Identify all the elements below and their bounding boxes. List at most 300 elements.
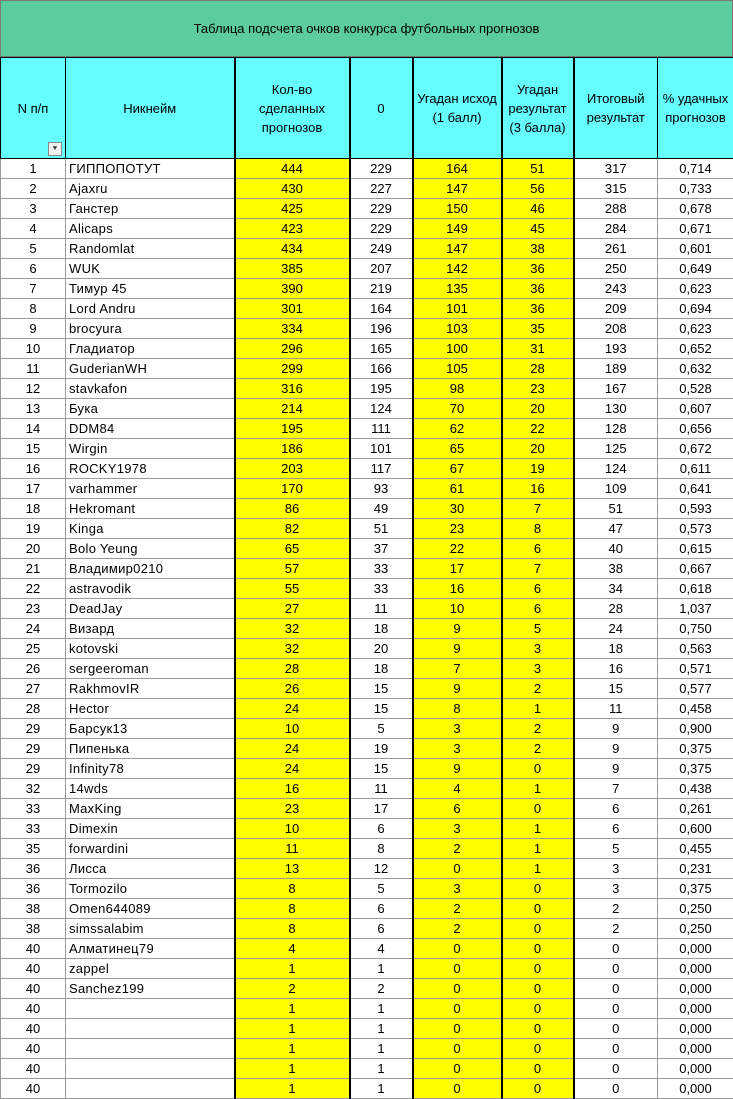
cell-result[interactable]: 1 (502, 819, 574, 839)
cell-num[interactable]: 23 (1, 599, 66, 619)
cell-total[interactable]: 16 (574, 659, 658, 679)
cell-pct[interactable]: 0,733 (658, 179, 733, 199)
cell-num[interactable]: 2 (1, 179, 66, 199)
cell-zero[interactable]: 1 (350, 999, 413, 1019)
cell-pct[interactable]: 1,037 (658, 599, 733, 619)
cell-pct[interactable]: 0,000 (658, 939, 733, 959)
cell-zero[interactable]: 12 (350, 859, 413, 879)
cell-pct[interactable]: 0,250 (658, 919, 733, 939)
cell-result[interactable]: 6 (502, 539, 574, 559)
cell-made[interactable]: 316 (235, 379, 350, 399)
cell-nickname[interactable]: brocyura (66, 319, 235, 339)
cell-zero[interactable]: 15 (350, 699, 413, 719)
cell-total[interactable]: 34 (574, 579, 658, 599)
cell-zero[interactable]: 93 (350, 479, 413, 499)
cell-num[interactable]: 40 (1, 979, 66, 999)
cell-total[interactable]: 0 (574, 1079, 658, 1099)
cell-total[interactable]: 47 (574, 519, 658, 539)
cell-zero[interactable]: 227 (350, 179, 413, 199)
cell-outcome[interactable]: 23 (413, 519, 502, 539)
cell-outcome[interactable]: 4 (413, 779, 502, 799)
cell-nickname[interactable]: astravodik (66, 579, 235, 599)
cell-zero[interactable]: 166 (350, 359, 413, 379)
cell-pct[interactable]: 0,678 (658, 199, 733, 219)
cell-total[interactable]: 0 (574, 959, 658, 979)
cell-made[interactable]: 32 (235, 639, 350, 659)
cell-nickname[interactable]: MaxKing (66, 799, 235, 819)
cell-zero[interactable]: 18 (350, 659, 413, 679)
cell-result[interactable]: 2 (502, 679, 574, 699)
cell-total[interactable]: 3 (574, 859, 658, 879)
cell-nickname[interactable]: Визард (66, 619, 235, 639)
cell-pct[interactable]: 0,000 (658, 1059, 733, 1079)
cell-outcome[interactable]: 100 (413, 339, 502, 359)
cell-outcome[interactable]: 10 (413, 599, 502, 619)
cell-result[interactable]: 5 (502, 619, 574, 639)
cell-made[interactable]: 32 (235, 619, 350, 639)
cell-pct[interactable]: 0,000 (658, 1039, 733, 1059)
cell-outcome[interactable]: 3 (413, 739, 502, 759)
cell-num[interactable]: 8 (1, 299, 66, 319)
cell-zero[interactable]: 2 (350, 979, 413, 999)
cell-made[interactable]: 423 (235, 219, 350, 239)
cell-zero[interactable]: 196 (350, 319, 413, 339)
cell-made[interactable]: 390 (235, 279, 350, 299)
cell-outcome[interactable]: 0 (413, 939, 502, 959)
cell-total[interactable]: 243 (574, 279, 658, 299)
cell-nickname[interactable]: Лисса (66, 859, 235, 879)
cell-made[interactable]: 1 (235, 999, 350, 1019)
cell-result[interactable]: 31 (502, 339, 574, 359)
cell-pct[interactable]: 0,577 (658, 679, 733, 699)
cell-nickname[interactable]: Бука (66, 399, 235, 419)
cell-pct[interactable]: 0,563 (658, 639, 733, 659)
col-header-outcome[interactable]: Угадан исход (1 балл) (413, 58, 502, 159)
cell-zero[interactable]: 165 (350, 339, 413, 359)
cell-made[interactable]: 425 (235, 199, 350, 219)
cell-outcome[interactable]: 9 (413, 759, 502, 779)
cell-num[interactable]: 36 (1, 859, 66, 879)
cell-outcome[interactable]: 67 (413, 459, 502, 479)
cell-zero[interactable]: 6 (350, 919, 413, 939)
cell-pct[interactable]: 0,615 (658, 539, 733, 559)
cell-num[interactable]: 24 (1, 619, 66, 639)
cell-made[interactable]: 1 (235, 1059, 350, 1079)
cell-result[interactable]: 56 (502, 179, 574, 199)
cell-total[interactable]: 125 (574, 439, 658, 459)
cell-result[interactable]: 0 (502, 899, 574, 919)
cell-outcome[interactable]: 7 (413, 659, 502, 679)
sort-filter-icon[interactable]: ⯆ (48, 142, 62, 156)
cell-zero[interactable]: 207 (350, 259, 413, 279)
cell-total[interactable]: 24 (574, 619, 658, 639)
cell-zero[interactable]: 11 (350, 779, 413, 799)
cell-nickname[interactable] (66, 999, 235, 1019)
cell-pct[interactable]: 0,623 (658, 279, 733, 299)
cell-made[interactable]: 24 (235, 739, 350, 759)
cell-outcome[interactable]: 70 (413, 399, 502, 419)
cell-outcome[interactable]: 142 (413, 259, 502, 279)
col-header-num[interactable] (1, 58, 66, 159)
cell-pct[interactable]: 0,750 (658, 619, 733, 639)
cell-zero[interactable]: 1 (350, 959, 413, 979)
cell-result[interactable]: 7 (502, 559, 574, 579)
cell-made[interactable]: 170 (235, 479, 350, 499)
cell-pct[interactable]: 0,000 (658, 999, 733, 1019)
cell-nickname[interactable]: zappel (66, 959, 235, 979)
cell-made[interactable]: 1 (235, 959, 350, 979)
cell-outcome[interactable]: 6 (413, 799, 502, 819)
cell-nickname[interactable]: Барсук13 (66, 719, 235, 739)
cell-made[interactable]: 16 (235, 779, 350, 799)
cell-num[interactable]: 40 (1, 939, 66, 959)
cell-outcome[interactable]: 164 (413, 159, 502, 179)
cell-total[interactable]: 40 (574, 539, 658, 559)
cell-outcome[interactable]: 16 (413, 579, 502, 599)
cell-num[interactable]: 11 (1, 359, 66, 379)
cell-pct[interactable]: 0,375 (658, 739, 733, 759)
cell-zero[interactable]: 5 (350, 719, 413, 739)
cell-total[interactable]: 284 (574, 219, 658, 239)
cell-nickname[interactable]: Alicaps (66, 219, 235, 239)
cell-nickname[interactable]: Алматинец79 (66, 939, 235, 959)
cell-result[interactable]: 1 (502, 779, 574, 799)
cell-result[interactable]: 1 (502, 839, 574, 859)
cell-num[interactable]: 26 (1, 659, 66, 679)
cell-zero[interactable]: 249 (350, 239, 413, 259)
cell-pct[interactable]: 0,593 (658, 499, 733, 519)
cell-outcome[interactable]: 9 (413, 679, 502, 699)
cell-pct[interactable]: 0,671 (658, 219, 733, 239)
cell-outcome[interactable]: 22 (413, 539, 502, 559)
cell-total[interactable]: 0 (574, 999, 658, 1019)
cell-result[interactable]: 1 (502, 699, 574, 719)
cell-outcome[interactable]: 30 (413, 499, 502, 519)
cell-nickname[interactable]: Ганстер (66, 199, 235, 219)
cell-outcome[interactable]: 65 (413, 439, 502, 459)
cell-total[interactable]: 38 (574, 559, 658, 579)
cell-zero[interactable]: 1 (350, 1039, 413, 1059)
cell-pct[interactable]: 0,573 (658, 519, 733, 539)
cell-total[interactable]: 0 (574, 1039, 658, 1059)
cell-outcome[interactable]: 0 (413, 979, 502, 999)
cell-nickname[interactable]: stavkafon (66, 379, 235, 399)
cell-made[interactable]: 26 (235, 679, 350, 699)
cell-nickname[interactable]: Пипенька (66, 739, 235, 759)
cell-nickname[interactable]: RakhmovIR (66, 679, 235, 699)
cell-total[interactable]: 0 (574, 1059, 658, 1079)
cell-total[interactable]: 6 (574, 799, 658, 819)
cell-outcome[interactable]: 0 (413, 1079, 502, 1099)
cell-num[interactable]: 28 (1, 699, 66, 719)
cell-zero[interactable]: 33 (350, 559, 413, 579)
cell-result[interactable]: 36 (502, 299, 574, 319)
cell-made[interactable]: 4 (235, 939, 350, 959)
cell-num[interactable]: 33 (1, 819, 66, 839)
cell-num[interactable]: 6 (1, 259, 66, 279)
cell-pct[interactable]: 0,000 (658, 1079, 733, 1099)
cell-nickname[interactable]: sergeeroman (66, 659, 235, 679)
cell-made[interactable]: 57 (235, 559, 350, 579)
cell-nickname[interactable]: Гладиатор (66, 339, 235, 359)
cell-result[interactable]: 0 (502, 1079, 574, 1099)
cell-num[interactable]: 13 (1, 399, 66, 419)
cell-result[interactable]: 0 (502, 1059, 574, 1079)
cell-made[interactable]: 24 (235, 759, 350, 779)
cell-nickname[interactable] (66, 1059, 235, 1079)
cell-pct[interactable]: 0,000 (658, 1019, 733, 1039)
cell-num[interactable]: 7 (1, 279, 66, 299)
cell-zero[interactable]: 5 (350, 879, 413, 899)
cell-zero[interactable]: 51 (350, 519, 413, 539)
cell-num[interactable]: 12 (1, 379, 66, 399)
cell-pct[interactable]: 0,250 (658, 899, 733, 919)
cell-outcome[interactable]: 3 (413, 719, 502, 739)
cell-num[interactable]: 40 (1, 1079, 66, 1099)
cell-total[interactable]: 6 (574, 819, 658, 839)
cell-result[interactable]: 8 (502, 519, 574, 539)
cell-total[interactable]: 28 (574, 599, 658, 619)
cell-made[interactable]: 86 (235, 499, 350, 519)
cell-num[interactable]: 4 (1, 219, 66, 239)
cell-result[interactable]: 19 (502, 459, 574, 479)
cell-nickname[interactable]: Lord Andru (66, 299, 235, 319)
cell-num[interactable]: 14 (1, 419, 66, 439)
cell-result[interactable]: 23 (502, 379, 574, 399)
cell-nickname[interactable]: Sanchez199 (66, 979, 235, 999)
col-header-result[interactable]: Угадан результат (3 балла) (502, 58, 574, 159)
cell-pct[interactable]: 0,900 (658, 719, 733, 739)
cell-pct[interactable]: 0,632 (658, 359, 733, 379)
cell-nickname[interactable]: ГИППОПОТУТ (66, 159, 235, 179)
cell-zero[interactable]: 101 (350, 439, 413, 459)
cell-outcome[interactable]: 9 (413, 639, 502, 659)
cell-zero[interactable]: 164 (350, 299, 413, 319)
cell-zero[interactable]: 6 (350, 819, 413, 839)
cell-num[interactable]: 38 (1, 899, 66, 919)
cell-made[interactable]: 82 (235, 519, 350, 539)
cell-pct[interactable]: 0,571 (658, 659, 733, 679)
cell-nickname[interactable]: DeadJay (66, 599, 235, 619)
cell-outcome[interactable]: 147 (413, 179, 502, 199)
cell-pct[interactable]: 0,656 (658, 419, 733, 439)
cell-total[interactable]: 15 (574, 679, 658, 699)
cell-made[interactable]: 65 (235, 539, 350, 559)
cell-outcome[interactable]: 0 (413, 1059, 502, 1079)
cell-result[interactable]: 36 (502, 259, 574, 279)
cell-nickname[interactable]: GuderianWH (66, 359, 235, 379)
cell-pct[interactable]: 0,623 (658, 319, 733, 339)
cell-num[interactable]: 27 (1, 679, 66, 699)
cell-num[interactable]: 33 (1, 799, 66, 819)
cell-nickname[interactable] (66, 1019, 235, 1039)
cell-pct[interactable]: 0,694 (658, 299, 733, 319)
col-header-made[interactable]: Кол-во сделанных прогнозов (235, 58, 350, 159)
cell-pct[interactable]: 0,667 (658, 559, 733, 579)
cell-num[interactable]: 29 (1, 739, 66, 759)
cell-result[interactable]: 0 (502, 999, 574, 1019)
cell-nickname[interactable]: WUK (66, 259, 235, 279)
cell-outcome[interactable]: 147 (413, 239, 502, 259)
cell-nickname[interactable]: Bolo Yeung (66, 539, 235, 559)
cell-made[interactable]: 8 (235, 879, 350, 899)
cell-num[interactable]: 18 (1, 499, 66, 519)
cell-zero[interactable]: 15 (350, 679, 413, 699)
cell-nickname[interactable]: Wirgin (66, 439, 235, 459)
cell-nickname[interactable] (66, 1039, 235, 1059)
cell-zero[interactable]: 11 (350, 599, 413, 619)
cell-pct[interactable]: 0,231 (658, 859, 733, 879)
cell-total[interactable]: 288 (574, 199, 658, 219)
cell-total[interactable]: 193 (574, 339, 658, 359)
cell-outcome[interactable]: 2 (413, 919, 502, 939)
cell-total[interactable]: 128 (574, 419, 658, 439)
cell-nickname[interactable]: Dimexin (66, 819, 235, 839)
cell-outcome[interactable]: 150 (413, 199, 502, 219)
cell-outcome[interactable]: 0 (413, 859, 502, 879)
cell-zero[interactable]: 229 (350, 159, 413, 179)
cell-result[interactable]: 16 (502, 479, 574, 499)
cell-made[interactable]: 430 (235, 179, 350, 199)
cell-zero[interactable]: 20 (350, 639, 413, 659)
cell-nickname[interactable]: Infinity78 (66, 759, 235, 779)
cell-result[interactable]: 1 (502, 859, 574, 879)
cell-num[interactable]: 9 (1, 319, 66, 339)
cell-outcome[interactable]: 3 (413, 879, 502, 899)
cell-zero[interactable]: 6 (350, 899, 413, 919)
cell-made[interactable]: 334 (235, 319, 350, 339)
cell-num[interactable]: 17 (1, 479, 66, 499)
cell-made[interactable]: 385 (235, 259, 350, 279)
cell-nickname[interactable]: Ajaxru (66, 179, 235, 199)
cell-made[interactable]: 195 (235, 419, 350, 439)
cell-nickname[interactable]: Тимур 45 (66, 279, 235, 299)
cell-made[interactable]: 10 (235, 719, 350, 739)
cell-nickname[interactable]: ROCKY1978 (66, 459, 235, 479)
cell-made[interactable]: 2 (235, 979, 350, 999)
cell-num[interactable]: 20 (1, 539, 66, 559)
cell-total[interactable]: 167 (574, 379, 658, 399)
cell-outcome[interactable]: 8 (413, 699, 502, 719)
cell-zero[interactable]: 8 (350, 839, 413, 859)
cell-pct[interactable]: 0,649 (658, 259, 733, 279)
cell-outcome[interactable]: 61 (413, 479, 502, 499)
cell-nickname[interactable]: forwardini (66, 839, 235, 859)
cell-num[interactable]: 40 (1, 959, 66, 979)
cell-outcome[interactable]: 9 (413, 619, 502, 639)
cell-made[interactable]: 8 (235, 919, 350, 939)
cell-total[interactable]: 3 (574, 879, 658, 899)
cell-made[interactable]: 296 (235, 339, 350, 359)
cell-made[interactable]: 28 (235, 659, 350, 679)
cell-made[interactable]: 1 (235, 1079, 350, 1099)
cell-made[interactable]: 27 (235, 599, 350, 619)
cell-total[interactable]: 0 (574, 979, 658, 999)
cell-pct[interactable]: 0,714 (658, 159, 733, 179)
cell-zero[interactable]: 124 (350, 399, 413, 419)
cell-total[interactable]: 209 (574, 299, 658, 319)
cell-zero[interactable]: 195 (350, 379, 413, 399)
cell-outcome[interactable]: 101 (413, 299, 502, 319)
cell-nickname[interactable]: Tormozilo (66, 879, 235, 899)
cell-pct[interactable]: 0,672 (658, 439, 733, 459)
cell-outcome[interactable]: 103 (413, 319, 502, 339)
cell-result[interactable]: 0 (502, 799, 574, 819)
cell-nickname[interactable]: kotovski (66, 639, 235, 659)
cell-pct[interactable]: 0,652 (658, 339, 733, 359)
cell-pct[interactable]: 0,618 (658, 579, 733, 599)
cell-outcome[interactable]: 0 (413, 1039, 502, 1059)
cell-num[interactable]: 40 (1, 1039, 66, 1059)
cell-nickname[interactable]: simssalabim (66, 919, 235, 939)
cell-result[interactable]: 6 (502, 599, 574, 619)
cell-total[interactable]: 189 (574, 359, 658, 379)
cell-zero[interactable]: 19 (350, 739, 413, 759)
cell-result[interactable]: 6 (502, 579, 574, 599)
col-header-pct[interactable]: % удачных прогнозов (658, 58, 733, 159)
cell-num[interactable]: 16 (1, 459, 66, 479)
cell-total[interactable]: 9 (574, 759, 658, 779)
cell-total[interactable]: 2 (574, 919, 658, 939)
cell-num[interactable]: 10 (1, 339, 66, 359)
cell-result[interactable]: 7 (502, 499, 574, 519)
cell-num[interactable]: 15 (1, 439, 66, 459)
cell-total[interactable]: 2 (574, 899, 658, 919)
cell-outcome[interactable]: 98 (413, 379, 502, 399)
cell-num[interactable]: 1 (1, 159, 66, 179)
cell-result[interactable]: 0 (502, 879, 574, 899)
cell-made[interactable]: 55 (235, 579, 350, 599)
cell-zero[interactable]: 219 (350, 279, 413, 299)
cell-made[interactable]: 1 (235, 1039, 350, 1059)
cell-pct[interactable]: 0,641 (658, 479, 733, 499)
cell-num[interactable]: 29 (1, 719, 66, 739)
cell-result[interactable]: 2 (502, 719, 574, 739)
cell-num[interactable]: 36 (1, 879, 66, 899)
cell-pct[interactable]: 0,455 (658, 839, 733, 859)
cell-result[interactable]: 0 (502, 939, 574, 959)
cell-zero[interactable]: 18 (350, 619, 413, 639)
cell-result[interactable]: 0 (502, 959, 574, 979)
cell-outcome[interactable]: 3 (413, 819, 502, 839)
cell-nickname[interactable]: Hector (66, 699, 235, 719)
cell-num[interactable]: 19 (1, 519, 66, 539)
cell-pct[interactable]: 0,607 (658, 399, 733, 419)
cell-zero[interactable]: 229 (350, 199, 413, 219)
cell-result[interactable]: 35 (502, 319, 574, 339)
cell-total[interactable]: 109 (574, 479, 658, 499)
cell-pct[interactable]: 0,611 (658, 459, 733, 479)
cell-outcome[interactable]: 149 (413, 219, 502, 239)
cell-num[interactable]: 40 (1, 1059, 66, 1079)
cell-nickname[interactable]: Omen644089 (66, 899, 235, 919)
cell-result[interactable]: 2 (502, 739, 574, 759)
cell-made[interactable]: 8 (235, 899, 350, 919)
cell-num[interactable]: 3 (1, 199, 66, 219)
cell-num[interactable]: 5 (1, 239, 66, 259)
col-header-zero[interactable]: 0 (350, 58, 413, 159)
cell-nickname[interactable]: Владимир0210 (66, 559, 235, 579)
cell-result[interactable]: 36 (502, 279, 574, 299)
cell-zero[interactable]: 17 (350, 799, 413, 819)
cell-outcome[interactable]: 2 (413, 839, 502, 859)
cell-result[interactable]: 0 (502, 759, 574, 779)
cell-made[interactable]: 11 (235, 839, 350, 859)
cell-made[interactable]: 13 (235, 859, 350, 879)
cell-zero[interactable]: 1 (350, 1059, 413, 1079)
cell-result[interactable]: 51 (502, 159, 574, 179)
cell-result[interactable]: 22 (502, 419, 574, 439)
